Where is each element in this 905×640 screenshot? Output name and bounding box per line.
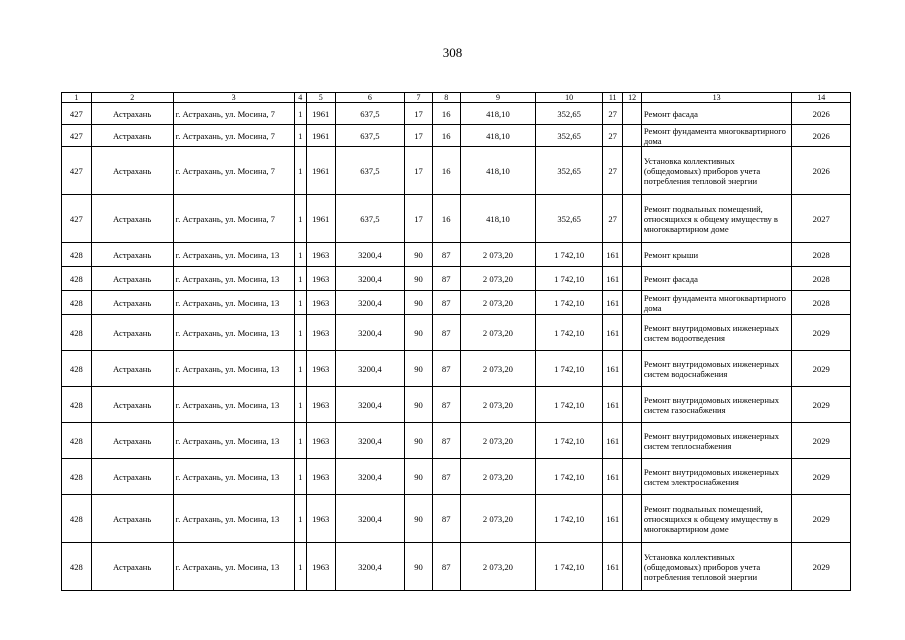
total-area-cell: 3200,4	[335, 267, 405, 291]
column-4-cell: 1	[294, 315, 306, 351]
column-9-cell: 418,10	[460, 147, 536, 195]
column-7-cell: 90	[405, 351, 433, 387]
total-area-cell: 3200,4	[335, 543, 405, 591]
column-8-cell: 16	[432, 195, 460, 243]
column-4-cell: 1	[294, 543, 306, 591]
column-9-cell: 2 073,20	[460, 351, 536, 387]
build-year-cell: 1961	[306, 103, 335, 125]
build-year-cell: 1963	[306, 243, 335, 267]
table-row	[62, 103, 851, 125]
column-8-cell: 87	[432, 267, 460, 291]
address-cell: г. Астрахань, ул. Мосина, 13	[173, 495, 294, 543]
column-7-cell: 90	[405, 387, 433, 423]
column-12-cell	[623, 423, 641, 459]
city-cell: Астрахань	[91, 103, 173, 125]
total-area-cell: 3200,4	[335, 243, 405, 267]
build-year-cell: 1963	[306, 267, 335, 291]
column-12-cell	[623, 125, 641, 147]
address-cell: г. Астрахань, ул. Мосина, 7	[173, 125, 294, 147]
work-type-cell: Ремонт фасада	[641, 267, 792, 291]
address-cell: г. Астрахань, ул. Мосина, 13	[173, 267, 294, 291]
planned-year-cell: 2029	[792, 315, 851, 351]
column-12-cell	[623, 495, 641, 543]
column-11-cell: 161	[602, 351, 622, 387]
column-9-cell: 418,10	[460, 103, 536, 125]
column-11-cell: 161	[602, 267, 622, 291]
column-12-cell	[623, 543, 641, 591]
repair-schedule-table	[61, 92, 851, 591]
column-11-cell: 161	[602, 543, 622, 591]
column-12-cell	[623, 291, 641, 315]
column-10-cell: 352,65	[536, 103, 603, 125]
work-type-cell: Ремонт крыши	[641, 243, 792, 267]
address-cell: г. Астрахань, ул. Мосина, 13	[173, 423, 294, 459]
work-type-cell: Ремонт фасада	[641, 103, 792, 125]
column-7-cell: 90	[405, 543, 433, 591]
column-8-cell: 87	[432, 543, 460, 591]
column-7-cell: 90	[405, 267, 433, 291]
column-4-cell: 1	[294, 459, 306, 495]
total-area-cell: 3200,4	[335, 315, 405, 351]
work-type-cell: Ремонт внутридомовых инженерных систем теплоснабжения	[641, 423, 792, 459]
table-row	[62, 243, 851, 267]
column-9-cell: 2 073,20	[460, 459, 536, 495]
column-10-cell: 1 742,10	[536, 267, 603, 291]
city-cell: Астрахань	[91, 147, 173, 195]
column-8-cell: 87	[432, 387, 460, 423]
address-cell: г. Астрахань, ул. Мосина, 7	[173, 147, 294, 195]
total-area-cell: 3200,4	[335, 495, 405, 543]
address-cell: г. Астрахань, ул. Мосина, 13	[173, 291, 294, 315]
build-year-cell: 1963	[306, 315, 335, 351]
city-cell: Астрахань	[91, 267, 173, 291]
planned-year-cell: 2029	[792, 423, 851, 459]
build-year-cell: 1963	[306, 459, 335, 495]
column-10-cell: 1 742,10	[536, 495, 603, 543]
column-7-cell: 90	[405, 423, 433, 459]
table-row	[62, 543, 851, 591]
work-type-cell: Ремонт фундамента многоквартирного дома	[641, 291, 792, 315]
object-number-cell: 428	[62, 543, 92, 591]
total-area-cell: 3200,4	[335, 351, 405, 387]
column-8-cell: 87	[432, 315, 460, 351]
planned-year-cell: 2029	[792, 351, 851, 387]
address-cell: г. Астрахань, ул. Мосина, 13	[173, 351, 294, 387]
object-number-cell: 428	[62, 315, 92, 351]
column-11-cell: 161	[602, 387, 622, 423]
column-number: 12	[623, 93, 641, 103]
column-7-cell: 90	[405, 315, 433, 351]
city-cell: Астрахань	[91, 315, 173, 351]
column-number: 5	[306, 93, 335, 103]
build-year-cell: 1963	[306, 495, 335, 543]
column-9-cell: 418,10	[460, 125, 536, 147]
column-12-cell	[623, 387, 641, 423]
object-number-cell: 428	[62, 459, 92, 495]
column-12-cell	[623, 147, 641, 195]
column-12-cell	[623, 459, 641, 495]
address-cell: г. Астрахань, ул. Мосина, 13	[173, 315, 294, 351]
column-4-cell: 1	[294, 243, 306, 267]
object-number-cell: 428	[62, 423, 92, 459]
column-8-cell: 87	[432, 459, 460, 495]
column-9-cell: 2 073,20	[460, 495, 536, 543]
column-4-cell: 1	[294, 351, 306, 387]
column-4-cell: 1	[294, 423, 306, 459]
object-number-cell: 428	[62, 387, 92, 423]
column-number: 13	[641, 93, 792, 103]
city-cell: Астрахань	[91, 495, 173, 543]
column-12-cell	[623, 243, 641, 267]
column-7-cell: 90	[405, 291, 433, 315]
table-row	[62, 267, 851, 291]
column-number: 14	[792, 93, 851, 103]
build-year-cell: 1963	[306, 423, 335, 459]
work-type-cell: Ремонт внутридомовых инженерных систем водоотведения	[641, 315, 792, 351]
column-10-cell: 352,65	[536, 147, 603, 195]
city-cell: Астрахань	[91, 125, 173, 147]
column-11-cell: 27	[602, 103, 622, 125]
column-4-cell: 1	[294, 495, 306, 543]
column-number: 7	[405, 93, 433, 103]
column-11-cell: 161	[602, 423, 622, 459]
object-number-cell: 428	[62, 495, 92, 543]
column-7-cell: 90	[405, 459, 433, 495]
column-12-cell	[623, 103, 641, 125]
column-12-cell	[623, 195, 641, 243]
work-type-cell: Ремонт фундамента многоквартирного дома	[641, 125, 792, 147]
planned-year-cell: 2029	[792, 459, 851, 495]
column-4-cell: 1	[294, 103, 306, 125]
object-number-cell: 428	[62, 351, 92, 387]
column-7-cell: 17	[405, 125, 433, 147]
city-cell: Астрахань	[91, 195, 173, 243]
column-7-cell: 17	[405, 147, 433, 195]
city-cell: Астрахань	[91, 243, 173, 267]
build-year-cell: 1963	[306, 291, 335, 315]
object-number-cell: 428	[62, 243, 92, 267]
city-cell: Астрахань	[91, 543, 173, 591]
column-8-cell: 16	[432, 125, 460, 147]
column-11-cell: 161	[602, 495, 622, 543]
column-7-cell: 90	[405, 495, 433, 543]
column-12-cell	[623, 267, 641, 291]
column-4-cell: 1	[294, 147, 306, 195]
table-row	[62, 495, 851, 543]
build-year-cell: 1961	[306, 125, 335, 147]
column-11-cell: 161	[602, 291, 622, 315]
address-cell: г. Астрахань, ул. Мосина, 13	[173, 459, 294, 495]
build-year-cell: 1963	[306, 387, 335, 423]
column-10-cell: 1 742,10	[536, 315, 603, 351]
column-10-cell: 1 742,10	[536, 543, 603, 591]
city-cell: Астрахань	[91, 387, 173, 423]
page-number: 308	[442, 45, 463, 60]
planned-year-cell: 2028	[792, 291, 851, 315]
column-8-cell: 87	[432, 423, 460, 459]
column-number: 11	[602, 93, 622, 103]
planned-year-cell: 2026	[792, 125, 851, 147]
work-type-cell: Ремонт внутридомовых инженерных систем газоснабжения	[641, 387, 792, 423]
address-cell: г. Астрахань, ул. Мосина, 13	[173, 387, 294, 423]
column-number: 4	[294, 93, 306, 103]
column-8-cell: 87	[432, 243, 460, 267]
column-4-cell: 1	[294, 387, 306, 423]
total-area-cell: 637,5	[335, 103, 405, 125]
column-7-cell: 17	[405, 103, 433, 125]
build-year-cell: 1961	[306, 195, 335, 243]
object-number-cell: 428	[62, 291, 92, 315]
column-10-cell: 1 742,10	[536, 423, 603, 459]
table-row	[62, 125, 851, 147]
planned-year-cell: 2026	[792, 103, 851, 125]
column-number: 10	[536, 93, 603, 103]
column-number: 1	[62, 93, 92, 103]
column-number: 3	[173, 93, 294, 103]
planned-year-cell: 2029	[792, 387, 851, 423]
object-number-cell: 428	[62, 267, 92, 291]
object-number-cell: 427	[62, 125, 92, 147]
column-9-cell: 2 073,20	[460, 387, 536, 423]
column-8-cell: 16	[432, 147, 460, 195]
work-type-cell: Ремонт подвальных помещений, относящихся к общему имуществу в многоквартирном доме	[641, 195, 792, 243]
column-10-cell: 352,65	[536, 195, 603, 243]
address-cell: г. Астрахань, ул. Мосина, 13	[173, 543, 294, 591]
column-8-cell: 87	[432, 291, 460, 315]
column-number: 2	[91, 93, 173, 103]
column-9-cell: 2 073,20	[460, 291, 536, 315]
total-area-cell: 3200,4	[335, 459, 405, 495]
total-area-cell: 637,5	[335, 195, 405, 243]
planned-year-cell: 2027	[792, 195, 851, 243]
table-row	[62, 351, 851, 387]
column-10-cell: 1 742,10	[536, 459, 603, 495]
table-row	[62, 387, 851, 423]
column-8-cell: 16	[432, 103, 460, 125]
object-number-cell: 427	[62, 195, 92, 243]
column-number-row	[62, 93, 851, 103]
column-number: 6	[335, 93, 405, 103]
column-11-cell: 27	[602, 147, 622, 195]
city-cell: Астрахань	[91, 459, 173, 495]
column-4-cell: 1	[294, 267, 306, 291]
column-4-cell: 1	[294, 125, 306, 147]
column-10-cell: 1 742,10	[536, 351, 603, 387]
column-4-cell: 1	[294, 291, 306, 315]
planned-year-cell: 2028	[792, 243, 851, 267]
column-11-cell: 27	[602, 195, 622, 243]
address-cell: г. Астрахань, ул. Мосина, 7	[173, 195, 294, 243]
table-row	[62, 315, 851, 351]
build-year-cell: 1963	[306, 351, 335, 387]
total-area-cell: 637,5	[335, 125, 405, 147]
table-row	[62, 459, 851, 495]
column-11-cell: 161	[602, 459, 622, 495]
work-type-cell: Установка коллективных (общедомовых) приборов учета потребления тепловой энергии	[641, 147, 792, 195]
column-12-cell	[623, 351, 641, 387]
work-type-cell: Ремонт подвальных помещений, относящихся к общему имуществу в многоквартирном доме	[641, 495, 792, 543]
column-number: 9	[460, 93, 536, 103]
address-cell: г. Астрахань, ул. Мосина, 7	[173, 103, 294, 125]
column-number: 8	[432, 93, 460, 103]
column-10-cell: 352,65	[536, 125, 603, 147]
column-10-cell: 1 742,10	[536, 243, 603, 267]
planned-year-cell: 2029	[792, 543, 851, 591]
column-9-cell: 2 073,20	[460, 543, 536, 591]
column-11-cell: 161	[602, 243, 622, 267]
table-row	[62, 291, 851, 315]
work-type-cell: Установка коллективных (общедомовых) приборов учета потребления тепловой энергии	[641, 543, 792, 591]
column-12-cell	[623, 315, 641, 351]
city-cell: Астрахань	[91, 291, 173, 315]
build-year-cell: 1961	[306, 147, 335, 195]
column-9-cell: 2 073,20	[460, 423, 536, 459]
column-9-cell: 2 073,20	[460, 315, 536, 351]
column-11-cell: 161	[602, 315, 622, 351]
column-7-cell: 90	[405, 243, 433, 267]
column-7-cell: 17	[405, 195, 433, 243]
address-cell: г. Астрахань, ул. Мосина, 13	[173, 243, 294, 267]
table-row	[62, 147, 851, 195]
table-row	[62, 195, 851, 243]
city-cell: Астрахань	[91, 423, 173, 459]
work-type-cell: Ремонт внутридомовых инженерных систем водоснабжения	[641, 351, 792, 387]
column-9-cell: 418,10	[460, 195, 536, 243]
column-4-cell: 1	[294, 195, 306, 243]
object-number-cell: 427	[62, 147, 92, 195]
table-row	[62, 423, 851, 459]
planned-year-cell: 2026	[792, 147, 851, 195]
column-10-cell: 1 742,10	[536, 291, 603, 315]
build-year-cell: 1963	[306, 543, 335, 591]
total-area-cell: 3200,4	[335, 423, 405, 459]
planned-year-cell: 2028	[792, 267, 851, 291]
total-area-cell: 3200,4	[335, 387, 405, 423]
work-type-cell: Ремонт внутридомовых инженерных систем электроснабжения	[641, 459, 792, 495]
table-body	[62, 93, 851, 591]
column-9-cell: 2 073,20	[460, 243, 536, 267]
column-9-cell: 2 073,20	[460, 267, 536, 291]
total-area-cell: 637,5	[335, 147, 405, 195]
column-8-cell: 87	[432, 351, 460, 387]
column-10-cell: 1 742,10	[536, 387, 603, 423]
column-11-cell: 27	[602, 125, 622, 147]
city-cell: Астрахань	[91, 351, 173, 387]
planned-year-cell: 2029	[792, 495, 851, 543]
total-area-cell: 3200,4	[335, 291, 405, 315]
object-number-cell: 427	[62, 103, 92, 125]
column-8-cell: 87	[432, 495, 460, 543]
